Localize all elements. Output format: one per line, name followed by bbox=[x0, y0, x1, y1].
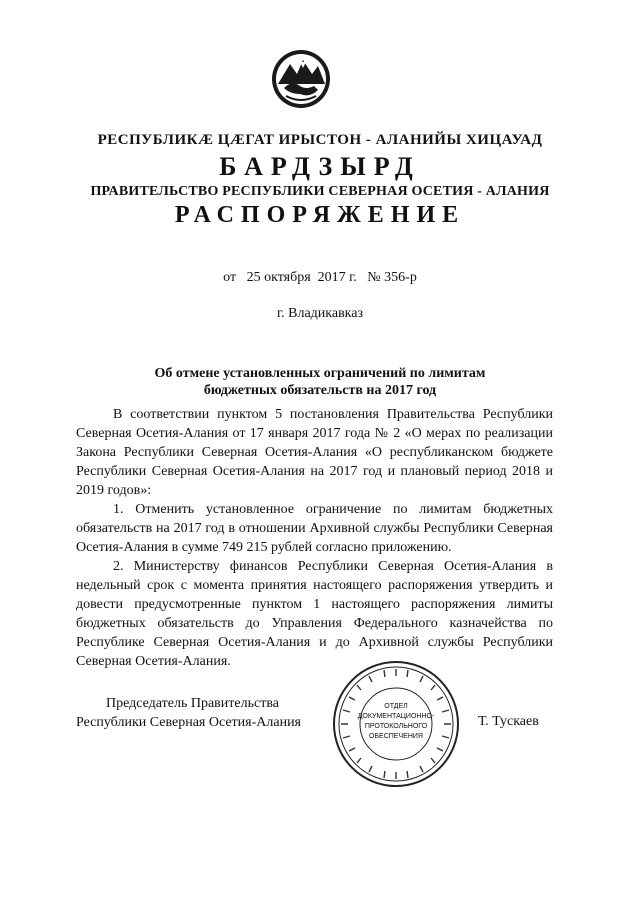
signatory-title-line-1: Председатель Правительства bbox=[106, 696, 279, 711]
subject-line-1: Об отмене установленных ограничений по лимитам bbox=[154, 366, 486, 381]
signatory-title-line-2: Республики Северная Осетия-Алания bbox=[76, 715, 301, 730]
document-dateline: от 25 октября 2017 г. № 356-р bbox=[223, 270, 417, 285]
signatory-name: Т. Тускаев bbox=[478, 714, 539, 729]
stamp-line-3: ПРОТОКОЛЬНОГО bbox=[364, 723, 428, 730]
stamp-line-4: ОБЕСПЕЧЕНИЯ bbox=[369, 733, 423, 740]
document-body bbox=[76, 405, 553, 671]
body-intro-paragraph: В соответствии пунктом 5 постановления Правительства Республики Северная Осетия-Алания от 17 января 2017 года № 2 «О мерах по реализации Закона Республики Северная Осетия-Алания «О республиканском бюджете Республики Северная Осетия-Алания на 2017 год и плановый период 2018 и 2019 годов»: bbox=[76, 407, 553, 498]
signatory-title bbox=[76, 694, 301, 732]
body-item-2: 2. Министерству финансов Республики Северная Осетия-Алания в недельный срок с момента принятия настоящего распоряжения утвердить и довести предусмотренные пунктом 1 настоящего распоряжения лимиты бюджетных обязательств до Управления Федерального казначейства по Республике Северная Осетия-Алания и до Архивной службы Республики Северная Осетия-Алания. bbox=[76, 559, 553, 669]
document-subject bbox=[0, 365, 640, 399]
document-city: г. Владикавказ bbox=[276, 306, 364, 321]
official-stamp bbox=[330, 658, 462, 790]
header-doc-type-russian: РАСПОРЯЖЕНИЕ bbox=[174, 202, 466, 228]
header-republic-ossetian: РЕСПУБЛИКӔ ЦӔГАТ ИРЫСТОН - АЛАНИЙЫ ХИЦАУАД bbox=[97, 132, 543, 148]
header-government-russian: ПРАВИТЕЛЬСТВО РЕСПУБЛИКИ СЕВЕРНАЯ ОСЕТИЯ - АЛАНИЯ bbox=[90, 184, 550, 199]
body-item-1: 1. Отменить установленное ограничение по лимитам бюджетных обязательств на 2017 год в отношении Архивной службы Республики Северная Осетия-Алания в сумме 749 215 рублей согласно приложению. bbox=[76, 502, 553, 555]
stamp-line-2: ДОКУМЕНТАЦИОННО- bbox=[357, 713, 435, 720]
stamp-line-1: ОТДЕЛ bbox=[384, 703, 408, 710]
header-doc-type-ossetian: БАРДЗЫРД bbox=[219, 152, 421, 181]
subject-line-2: бюджетных обязательств на 2017 год bbox=[203, 383, 437, 398]
coat-of-arms-emblem bbox=[270, 48, 332, 110]
